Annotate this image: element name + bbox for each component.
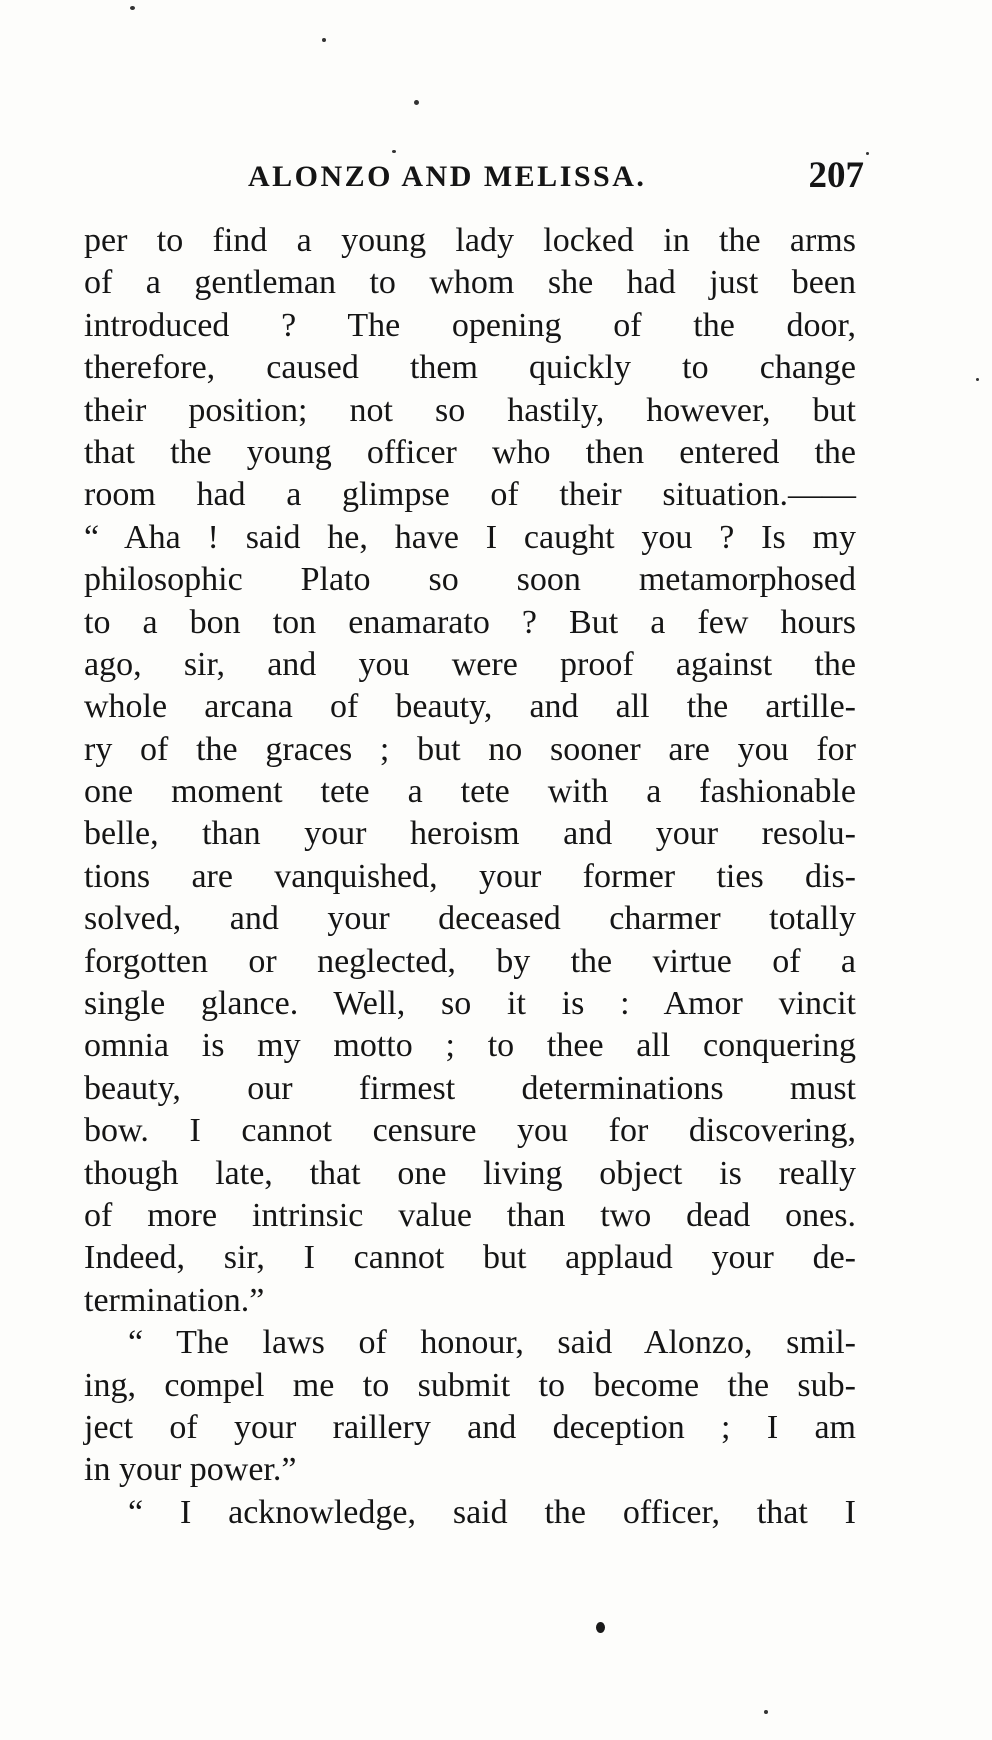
- text-line: ago, sir, and you were proof against the: [84, 645, 856, 683]
- text-line: beauty, our firmest determinations must: [84, 1069, 856, 1107]
- text-line: of more intrinsic value than two dead ones.: [84, 1196, 856, 1234]
- text-line: “ Aha ! said he, have I caught you ? Is my: [84, 518, 856, 556]
- text-line: one moment tete a tete with a fashionable: [84, 773, 856, 811]
- text-line: ing, compel me to submit to become the sub-: [84, 1366, 856, 1404]
- text-line: per to find a young lady locked in the arms: [84, 222, 856, 259]
- ink-speck: [322, 38, 326, 42]
- text-line: bow. I cannot censure you for discovering,: [84, 1112, 856, 1150]
- page-header: [84, 155, 864, 204]
- text-line: single glance. Well, so it is : Amor vincit: [84, 985, 856, 1023]
- text-line: room had a glimpse of their situation.——: [84, 476, 856, 514]
- text-line: philosophic Plato so soon metamorphosed: [84, 561, 856, 599]
- ink-speck: [130, 6, 135, 10]
- text-line: therefore, caused them quickly to change: [84, 349, 856, 387]
- text-line: “ I acknowledge, said the officer, that I: [128, 1493, 856, 1531]
- text-line: tions are vanquished, your former ties dis-: [84, 857, 856, 895]
- text-line: Indeed, sir, I cannot but applaud your de-: [84, 1239, 856, 1277]
- text-line: solved, and your deceased charmer totally: [84, 900, 856, 938]
- body-text: [84, 220, 856, 1534]
- ink-dot: [596, 1622, 605, 1633]
- ink-speck: [764, 1710, 768, 1714]
- text-line: ry of the graces ; but no sooner are you for: [84, 730, 856, 768]
- ink-speck: [392, 150, 396, 153]
- ink-speck: [414, 100, 419, 105]
- text-line: though late, that one living object is really: [84, 1154, 856, 1192]
- text-line: “ The laws of honour, said Alonzo, smil-: [128, 1324, 856, 1362]
- text-line: that the young officer who then entered the: [84, 433, 856, 471]
- page-number: 207: [808, 155, 864, 196]
- running-title: ALONZO AND MELISSA.: [248, 160, 647, 193]
- text-line: introduced ? The opening of the door,: [84, 306, 856, 344]
- text-line: their position; not so hastily, however, but: [84, 391, 856, 429]
- text-line: forgotten or neglected, by the virtue of a: [84, 942, 856, 980]
- text-line: termination.”: [84, 1281, 265, 1319]
- text-line: belle, than your heroism and your resolu-: [84, 815, 856, 853]
- text-line: whole arcana of beauty, and all the artille-: [84, 688, 856, 726]
- ink-speck: [866, 152, 869, 155]
- ink-speck: [976, 378, 979, 381]
- text-line: ject of your raillery and deception ; I am: [84, 1408, 856, 1446]
- text-line: of a gentleman to whom she had just been: [84, 264, 856, 302]
- text-line: in your power.”: [84, 1451, 297, 1489]
- text-line: to a bon ton enamarato ? But a few hours: [84, 603, 856, 641]
- text-line: omnia is my motto ; to thee all conquering: [84, 1027, 856, 1065]
